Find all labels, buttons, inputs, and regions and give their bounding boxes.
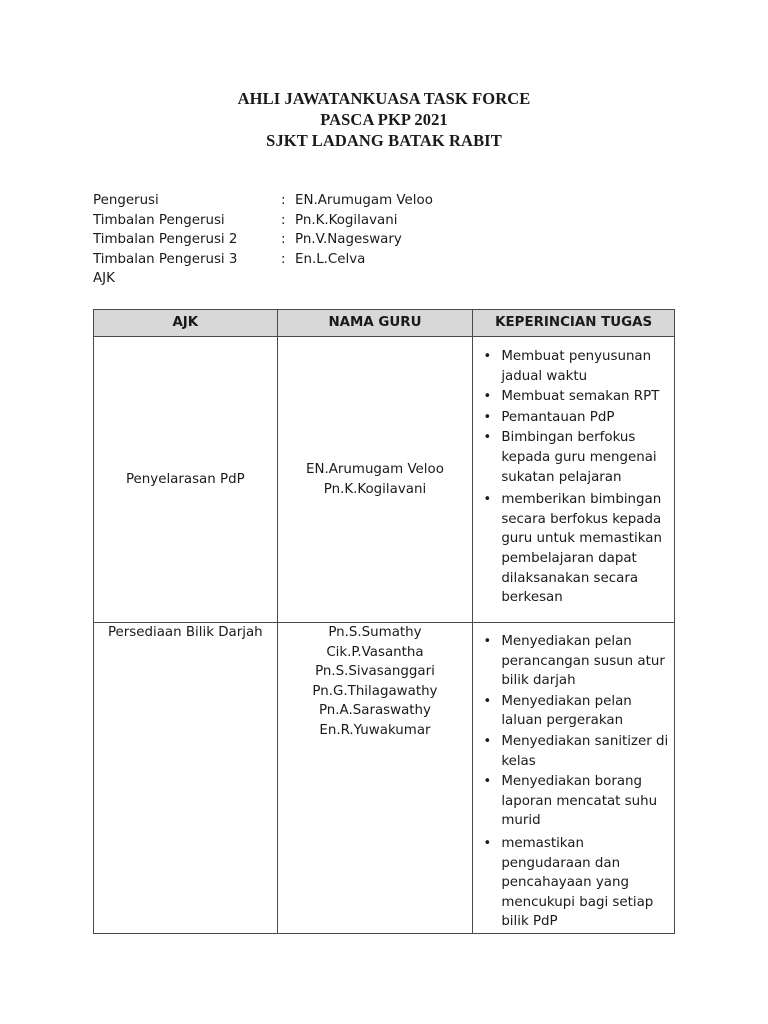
task-item [479, 347, 674, 386]
task-item [479, 408, 674, 428]
header-teacher-name: NAMA GURU [277, 310, 473, 337]
bullet-icon: • [483, 430, 492, 446]
task-text: memastikan pengudaraan dan pencahayaan yang mencukupi bagi setiap bilik PdP [501, 835, 654, 930]
teacher-cell [277, 337, 473, 623]
teacher-name: Cik.P.Vasantha [326, 644, 424, 660]
ajk-table [93, 309, 675, 934]
bullet-icon: • [483, 349, 492, 364]
teacher-name: Pn.K.Kogilavani [323, 481, 427, 497]
bullet-icon: • [483, 774, 492, 790]
committee-list [93, 191, 433, 289]
bullet-icon: • [483, 693, 492, 709]
task-text: Menyediakan sanitizer di kelas [501, 733, 669, 769]
task-item [479, 490, 674, 608]
committee-separator: : [281, 232, 286, 248]
task-item [479, 732, 674, 771]
title-line-3: SJKT LADANG BATAK RABIT [266, 131, 502, 150]
bullet-icon: • [483, 634, 492, 649]
header-ajk: AJK [94, 310, 278, 337]
committee-role: Timbalan Pengerusi 2 [93, 232, 238, 248]
task-item [479, 772, 674, 831]
title-line-2: PASCA PKP 2021 [320, 110, 448, 129]
document-title [0, 88, 768, 151]
task-cell [473, 623, 675, 934]
committee-row-vice-chairman [93, 211, 433, 231]
task-item [479, 387, 674, 407]
bullet-icon: • [483, 409, 492, 425]
task-item [479, 632, 674, 691]
committee-role: Pengerusi [93, 193, 159, 208]
ajk-cell: Persediaan Bilik Darjah [94, 623, 278, 934]
task-list [473, 623, 674, 932]
committee-row-vice-chairman-3 [93, 250, 433, 270]
task-text: Menyediakan pelan perancangan susun atur bilik darjah [501, 634, 665, 689]
table-row [94, 337, 675, 623]
task-item [479, 834, 674, 932]
ajk-label: AJK [93, 271, 115, 287]
committee-row-chairman [93, 191, 433, 211]
teacher-name: En.R.Yuwakumar [319, 722, 431, 738]
teacher-name: EN.Arumugam Veloo [306, 461, 444, 477]
title-line-1: AHLI JAWATANKUASA TASK FORCE [237, 89, 531, 108]
teacher-cell [277, 623, 473, 934]
teacher-name: Pn.G.Thilagawathy [312, 683, 438, 699]
committee-role: Timbalan Pengerusi 3 [93, 251, 238, 267]
task-text: Bimbingan berfokus kepada guru mengenai sukatan pelajaran [501, 430, 657, 485]
committee-separator: : [281, 193, 286, 208]
table-row [94, 623, 675, 934]
task-text: Menyediakan borang laporan mencatat suhu murid [501, 774, 658, 829]
table-header-row [94, 310, 675, 337]
committee-name: Pn.K.Kogilavani [295, 212, 398, 228]
header-task-details: KEPERINCIAN TUGAS [473, 310, 675, 337]
task-text: Membuat penyusunan jadual waktu [501, 349, 652, 384]
task-item [479, 428, 674, 487]
committee-separator: : [281, 212, 286, 228]
committee-role: Timbalan Pengerusi [93, 212, 225, 228]
task-text: memberikan bimbingan secara berfokus kepada guru untuk memastikan pembelajaran dapat dilaksanakan secara berkesan [501, 492, 662, 606]
task-text: Pemantauan PdP [501, 409, 615, 425]
task-item [479, 692, 674, 731]
task-text: Menyediakan pelan laluan pergerakan [501, 693, 632, 729]
committee-name: En.L.Celva [295, 251, 366, 267]
bullet-icon: • [483, 389, 492, 405]
bullet-icon: • [483, 733, 492, 749]
ajk-cell: Penyelarasan PdP [94, 337, 278, 623]
teacher-name: Pn.A.Saraswathy [318, 703, 431, 719]
bullet-icon: • [483, 492, 492, 508]
committee-separator: : [281, 251, 286, 267]
committee-name: EN.Arumugam Veloo [295, 193, 433, 208]
task-text: Membuat semakan RPT [501, 389, 660, 405]
task-cell [473, 337, 675, 623]
committee-name: Pn.V.Nageswary [295, 232, 402, 248]
committee-ajk-label [93, 269, 433, 289]
task-list [473, 337, 674, 608]
teacher-name: Pn.S.Sivasanggari [315, 664, 435, 680]
committee-row-vice-chairman-2 [93, 230, 433, 250]
bullet-icon: • [483, 835, 492, 851]
teacher-name: Pn.S.Sumathy [328, 625, 422, 640]
